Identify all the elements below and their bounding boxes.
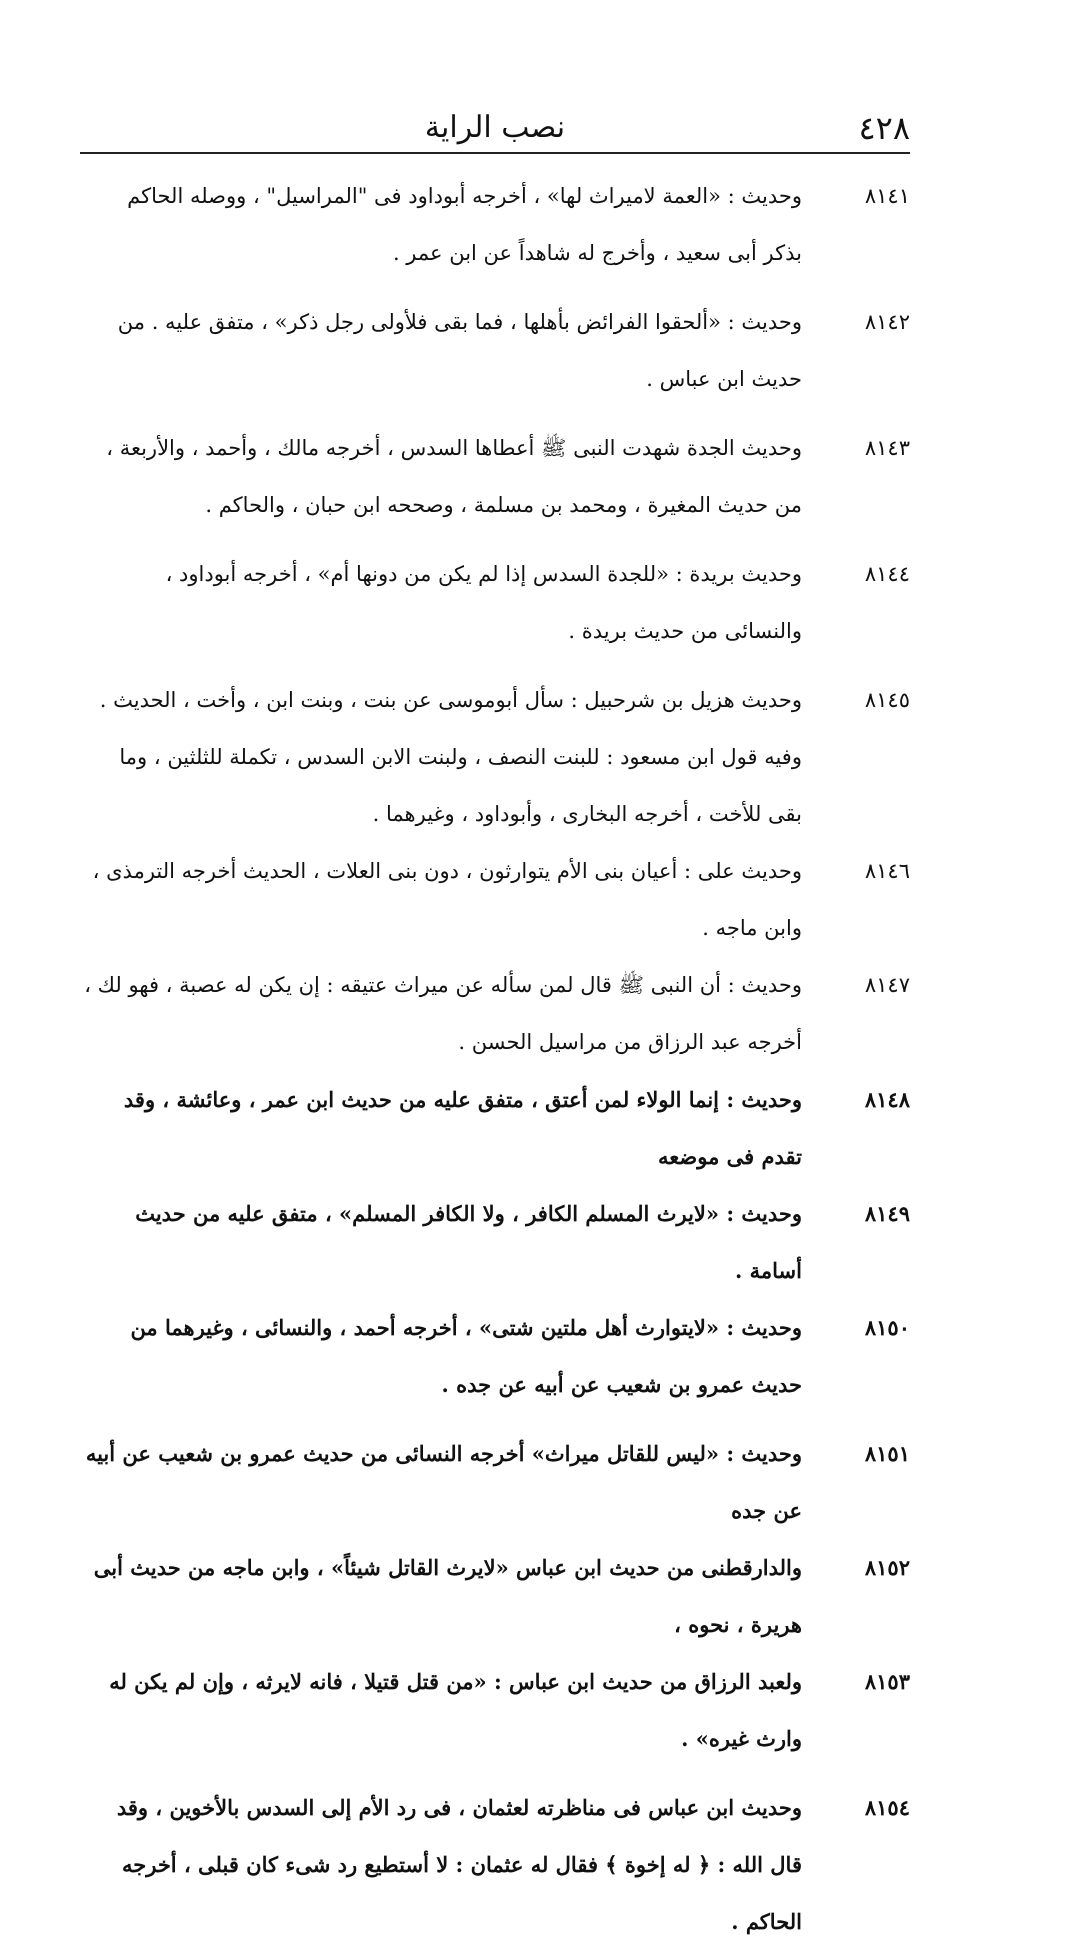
hadith-number: ٨١٥١ [864,1441,910,1466]
hadith-entry [84,1185,910,1299]
hadith-number: ٨١٤٧ [864,973,910,997]
hadith-entry [84,957,910,1071]
hadith-text: وحديث بريدة : «للجدة السدس إذا لم يكن من دونها أم» ، أخرجه أبوداود ، والنسائى من حديث بريدة . [165,562,802,643]
hadith-number: ٨١٤١ [864,184,910,208]
hadith-text: وحديث ابن عباس فى مناظرته لعثمان ، فى رد الأم إلى السدس بالأخوين ، وقد قال الله : ﴿ له إخوة ﴾ فقال له عثمان : لا أستطيع رد شىء كان قبلى ، أخرجه الحاكم . [116,1795,802,1934]
hadith-text: ولعبد الرزاق من حديث ابن عباس : «من قتل قتيلا ، فانه لايرثه ، وإن لم يكن له وارث غيره» . [109,1669,802,1751]
hadith-number: ٨١٥٣ [864,1669,910,1694]
hadith-text: وحديث : «العمة لاميراث لها» ، أخرجه أبوداود فى "المراسيل" ، ووصله الحاكم بذكر أبى سعيد ، وأخرج له شاهداً عن ابن عمر . [127,184,802,265]
hadith-entry [84,294,910,408]
hadith-entry [84,1653,910,1767]
hadith-number: ٨١٥٤ [864,1795,910,1820]
hadith-number: ٨١٤٣ [864,436,910,460]
hadith-list [84,168,910,1950]
hadith-entry [84,1425,910,1539]
hadith-entry [84,843,910,957]
hadith-number: ٨١٤٤ [864,562,910,586]
hadith-number: ٨١٤٥ [864,688,910,712]
hadith-entry [84,672,910,843]
hadith-entry [84,420,910,534]
hadith-entry [84,1071,910,1185]
hadith-number: ٨١٥٢ [864,1555,910,1580]
hadith-number: ٨١٤٢ [864,310,910,334]
hadith-number: ٨١٤٩ [864,1201,910,1226]
hadith-entry [84,1299,910,1413]
hadith-text: وحديث هزيل بن شرحبيل : سأل أبوموسى عن بنت ، وبنت ابن ، وأخت ، الحديث . وفيه قول ابن مسعود : للبنت النصف ، ولبنت الابن السدس ، تكملة للثلثين ، وما بقى للأخت ، أخرجه البخارى ، وأبوداود ، وغيرهما . [99,688,802,826]
hadith-number: ٨١٤٨ [864,1087,910,1112]
hadith-text: وحديث : «ليس للقاتل ميراث» أخرجه النسائى من حديث عمرو بن شعيب عن أبيه عن جده [85,1441,802,1523]
header-rule [80,152,910,154]
page-number: ٤٢٨ [858,109,910,147]
hadith-text: وحديث : أن النبى ﷺ قال لمن سأله عن ميراث عتيقه : إن يكن له عصبة ، فهو لك ، أخرجه عبد الرزاق من مراسيل الحسن . [84,973,802,1054]
hadith-text: والدارقطنى من حديث ابن عباس «لايرث القاتل شيئاً» ، وابن ماجه من حديث أبى هريرة ، نحوه ، [93,1555,802,1637]
hadith-text: وحديث : «لايتوارث أهل ملتين شتى» ، أخرجه أحمد ، والنسائى ، وغيرهما من حديث عمرو بن شعيب عن أبيه عن جده . [130,1315,802,1397]
hadith-entry [84,168,910,282]
hadith-number: ٨١٥٠ [864,1315,910,1340]
hadith-number: ٨١٤٦ [864,859,910,883]
running-title: نصب الراية [424,110,566,145]
hadith-text: وحديث على : أعيان بنى الأم يتوارثون ، دون بنى العلات ، الحديث أخرجه الترمذى ، وابن ماجه . [92,859,802,940]
hadith-text: وحديث الجدة شهدت النبى ﷺ أعطاها السدس ، أخرجه مالك ، وأحمد ، والأربعة ، من حديث المغيرة ، ومحمد بن مسلمة ، وصححه ابن حبان ، والحاكم . [106,436,802,517]
hadith-text: وحديث : إنما الولاء لمن أعتق ، متفق عليه من حديث ابن عمر ، وعائشة ، وقد تقدم فى موضعه [123,1087,802,1169]
hadith-text: وحديث : «لايرث المسلم الكافر ، ولا الكافر المسلم» ، متفق عليه من حديث أسامة . [135,1201,802,1283]
hadith-entry [84,546,910,660]
hadith-entry [84,1779,910,1950]
hadith-entry [84,1539,910,1653]
page-header [80,108,910,154]
hadith-text: وحديث : «ألحقوا الفرائض بأهلها ، فما بقى فلأولى رجل ذكر» ، متفق عليه . من حديث ابن عباس . [117,310,802,391]
